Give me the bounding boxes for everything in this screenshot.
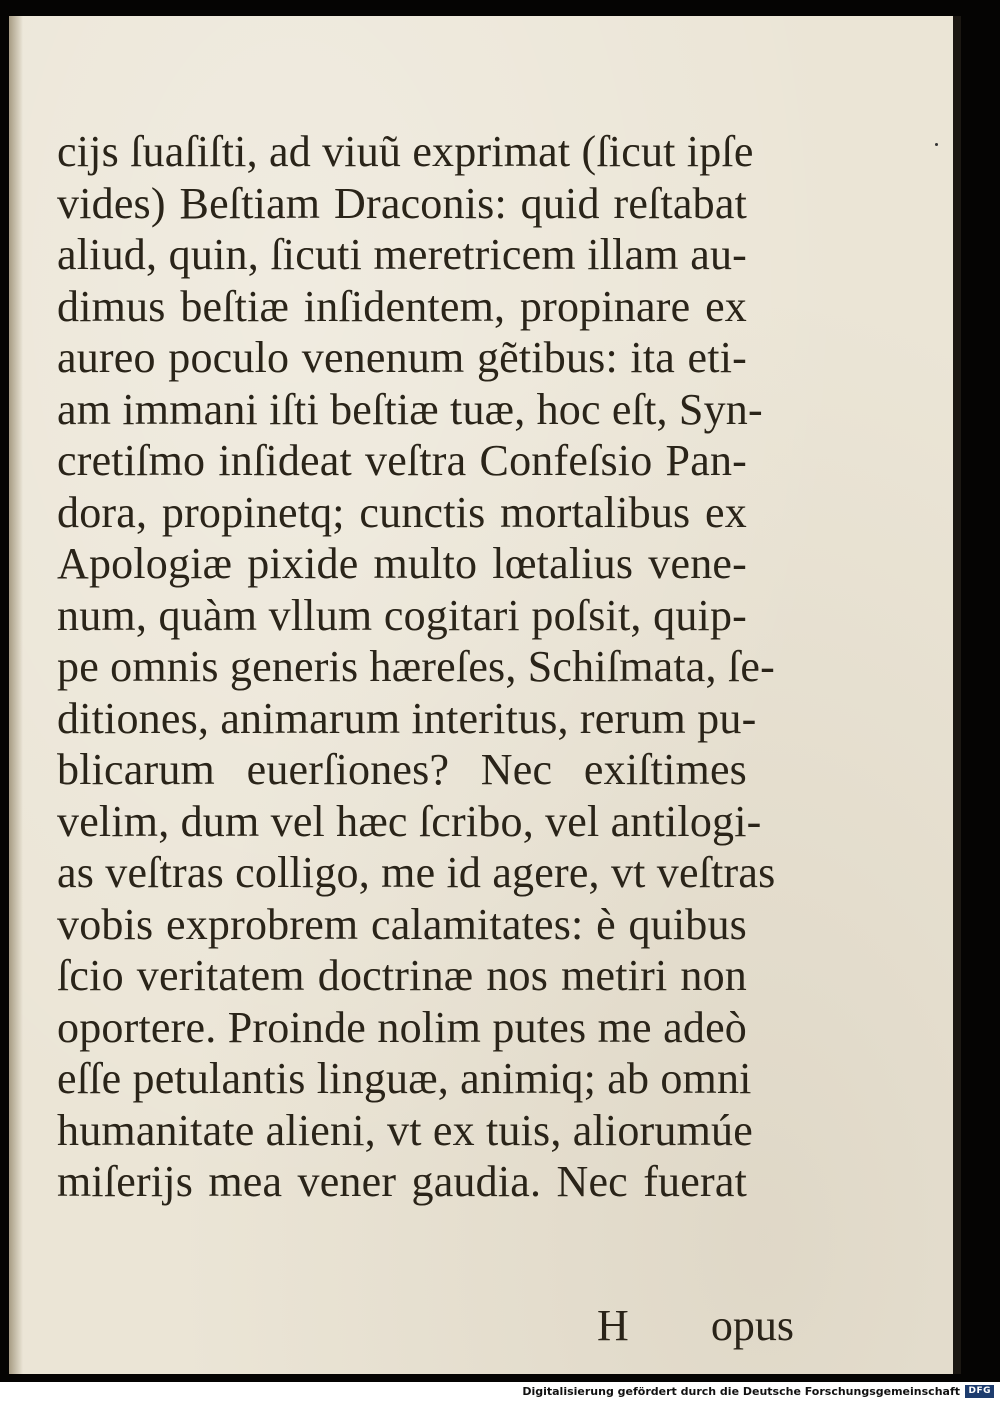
- text-line: cretiſmo inſideat veſtra Confeſsio Pan-: [57, 436, 747, 485]
- text-line: pe omnis generis hæreſes, Schiſmata, ſe-: [57, 642, 775, 691]
- text-line: aliud, quin, ſicuti meretricem illam au-: [57, 230, 747, 279]
- text-line: ſcio veritatem doctrinæ nos metiri non: [57, 951, 747, 1000]
- text-line: eſſe petulantis linguæ, animiq; ab omni: [57, 1054, 752, 1103]
- text-line: vides) Beſtiam Draconis: quid reſtabat: [57, 178, 747, 228]
- body-text: [57, 126, 794, 1350]
- ink-speck: [935, 143, 938, 146]
- text-line: am immani iſti beſtiæ tuæ, hoc eſt, Syn-: [57, 384, 763, 434]
- funding-credit: Digitalisierung gefördert durch die Deutsche Forschungsgemeinschaft: [522, 1385, 960, 1398]
- page-edge-shadow: [953, 16, 961, 1374]
- book-page: [9, 16, 953, 1374]
- page-gutter: [9, 16, 23, 1374]
- catchword: opus: [710, 1301, 794, 1350]
- digitization-footer: [0, 1382, 1000, 1401]
- signature-line: [57, 1300, 797, 1352]
- text-line: Apologiæ pixide multo lœtalius vene-: [57, 539, 747, 588]
- signature-mark: H: [597, 1301, 629, 1350]
- text-line: velim, dum vel hæc ſcribo, vel antilogi-: [57, 796, 762, 846]
- text-line: dimus beſtiæ inſidentem, propinare ex: [57, 281, 747, 331]
- text-line: ditiones, animarum interitus, rerum pu-: [57, 693, 757, 743]
- text-line: blicarum euerſiones? Nec exiſtimes: [57, 745, 747, 794]
- text-line: aureo poculo venenum gẽtibus: ita eti-: [57, 333, 747, 382]
- text-line: dora, propinetq; cunctis mortalibus ex: [57, 487, 747, 537]
- text-line: vobis exprobrem calamitates: è quibus: [57, 899, 747, 949]
- text-line: cijs ſuaſiſti, ad viuũ exprimat (ſicut ipſe: [57, 127, 754, 176]
- text-line: humanitate alieni, vt ex tuis, aliorumúe: [57, 1105, 753, 1155]
- dfg-logo-icon: DFG: [965, 1385, 994, 1398]
- text-line: miſerijs mea vener gaudia. Nec fuerat: [57, 1157, 747, 1206]
- text-line: as veſtras colligo, me id agere, vt veſtras: [57, 848, 776, 897]
- text-line: num, quàm vllum cogitari poſsit, quip-: [57, 590, 747, 640]
- text-line: oportere. Proinde nolim putes me adeò: [57, 1002, 747, 1052]
